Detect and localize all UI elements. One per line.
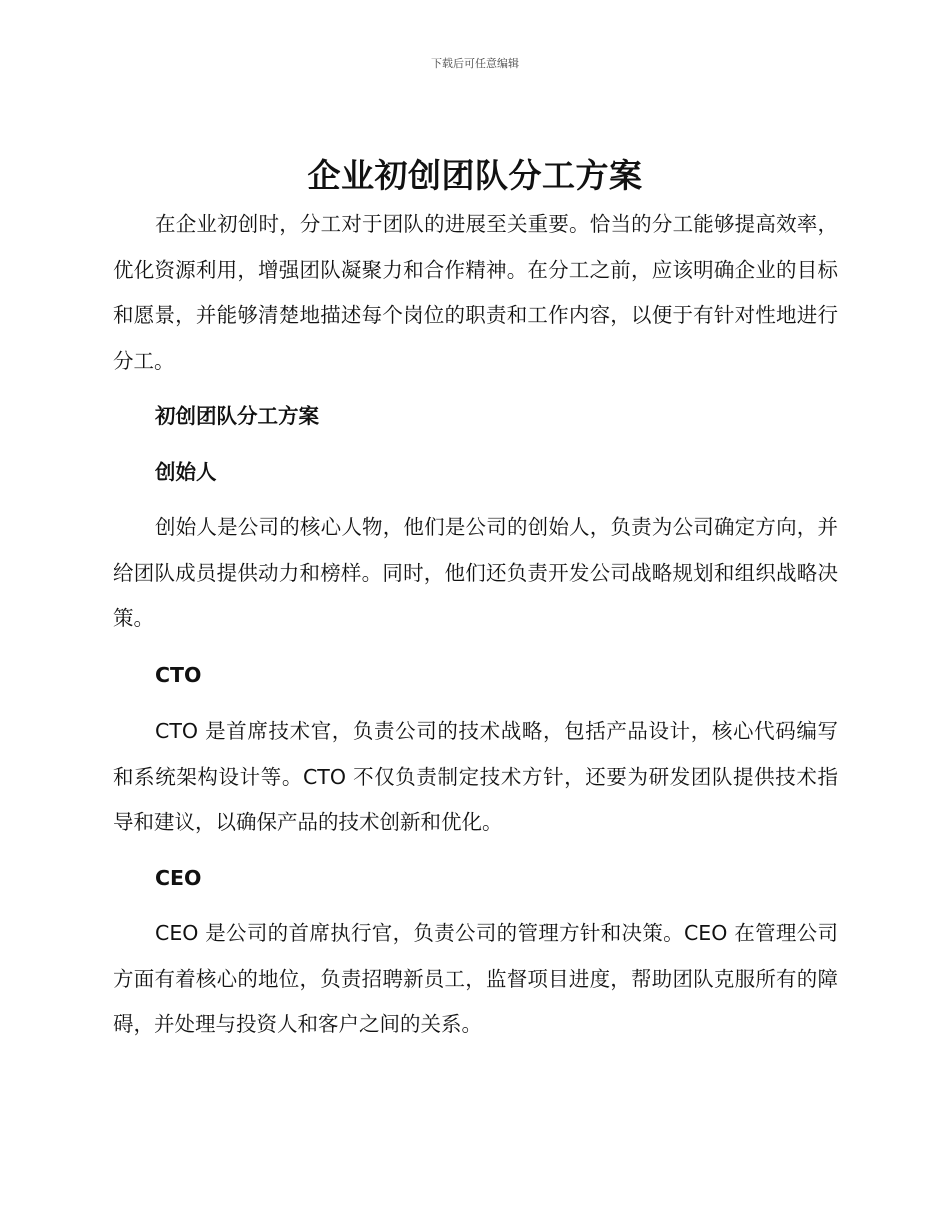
role-heading-ceo: CEO [155,865,202,890]
section-heading: 初创团队分工方案 [155,404,319,428]
role-text-cto: CTO 是首席技术官，负责公司的技术战略，包括产品设计，核心代码编写和系统架构设计等。CTO 不仅负责制定技术方针，还要为研发团队提供技术指导和建议，以确保产品的技术创新和优化。 [113,719,838,834]
role-heading-cto: CTO [155,662,202,687]
document-title: 企业初创团队分工方案 [307,156,643,195]
document-body [113,202,838,1048]
role-text-founder: 创始人是公司的核心人物，他们是公司的创始人，负责为公司确定方向，并给团队成员提供动力和榜样。同时，他们还负责开发公司战略规划和组织战略决策。 [113,515,838,630]
header-note: 下载后可任意编辑 [431,57,519,70]
role-heading-founder: 创始人 [155,459,217,484]
role-text-ceo: CEO 是公司的首席执行官，负责公司的管理方针和决策。CEO 在管理公司方面有着核心的地位，负责招聘新员工，监督项目进度，帮助团队克服所有的障碍，并处理与投资人和客户之间的关系。 [113,921,838,1036]
intro-paragraph: 在企业初创时，分工对于团队的进展至关重要。恰当的分工能够提高效率，优化资源利用，增强团队凝聚力和合作精神。在分工之前，应该明确企业的目标和愿景，并能够清楚地描述每个岗位的职责和工作内容，以便于有针对性地进行分工。 [113,212,838,373]
